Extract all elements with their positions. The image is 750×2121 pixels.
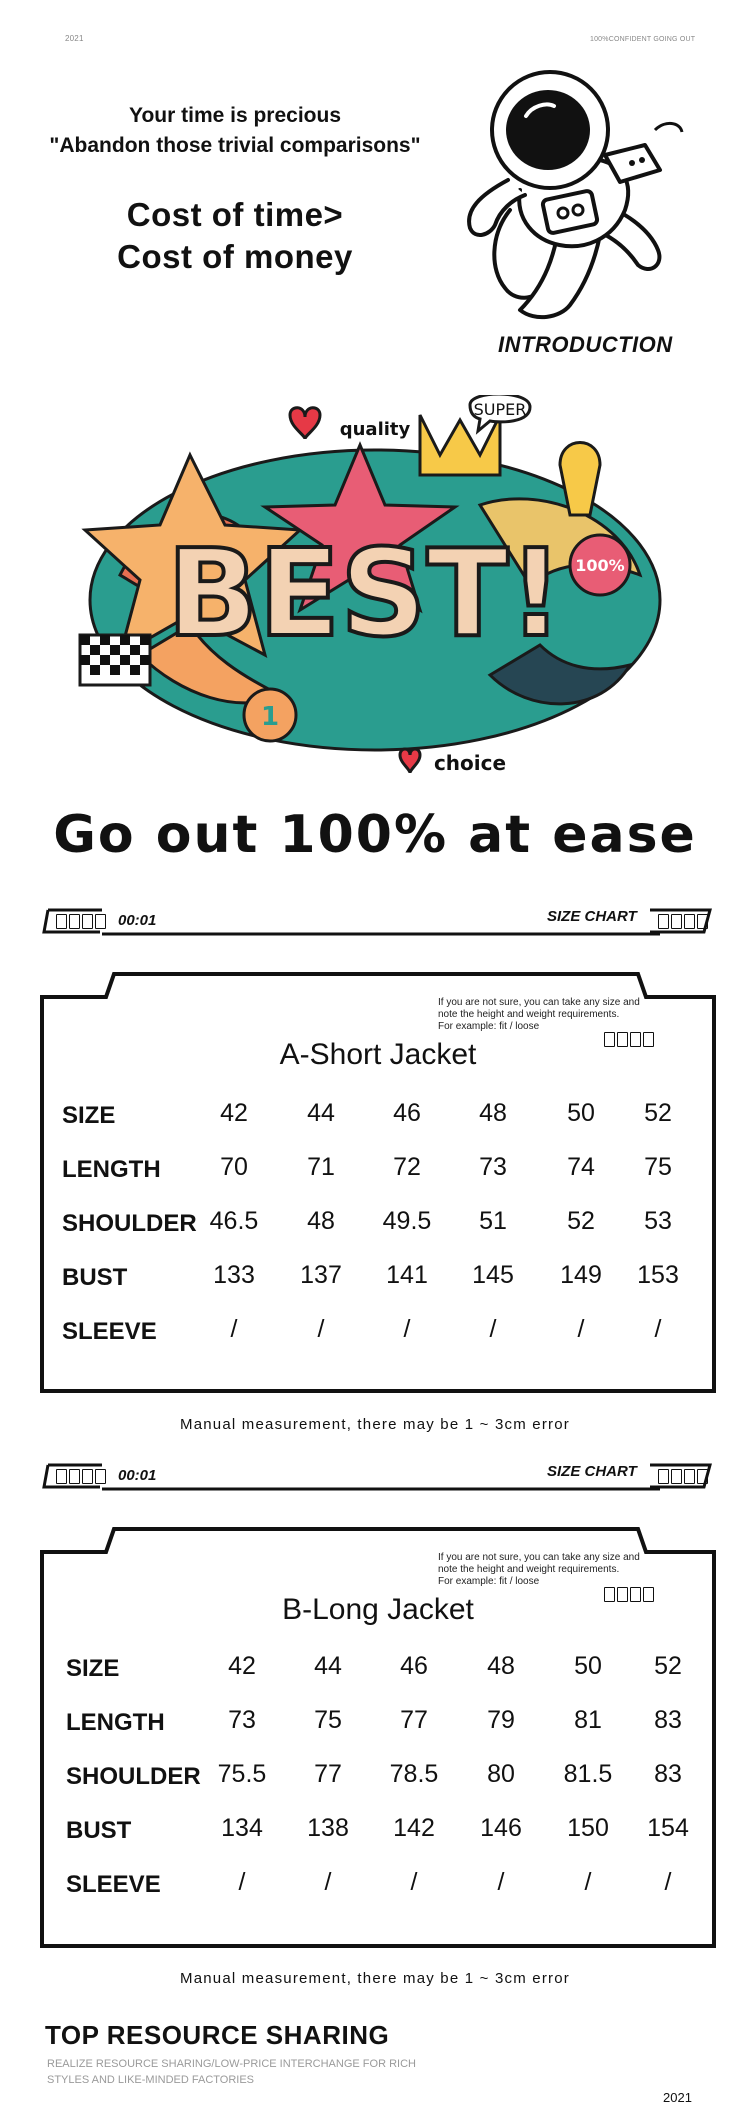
chart-b-cell: /: [238, 1868, 246, 1896]
chart-a-cell: 46: [393, 1099, 421, 1127]
bar-a-time: 00:01: [118, 912, 157, 929]
chart-b-cell: /: [324, 1868, 332, 1896]
chart-b-label-bust: BUST: [66, 1817, 132, 1844]
chart-b-cell: 83: [654, 1760, 682, 1788]
chart-a-cell: 50: [567, 1099, 595, 1127]
chart-b-cell: 150: [567, 1814, 609, 1842]
chart-b-cell: 81: [574, 1706, 602, 1734]
footer-sub: [47, 2056, 416, 2088]
chart-a-cell: 73: [479, 1153, 507, 1181]
chart-a-cell: 53: [644, 1207, 672, 1235]
bar-a-left-boxes-icon: [56, 914, 106, 929]
chart-b-title: B-Long Jacket: [282, 1593, 474, 1626]
chart-b-cell: 77: [400, 1706, 428, 1734]
chart-b-cell: 80: [487, 1760, 515, 1788]
bar-b-size-chart: SIZE CHART: [547, 1463, 637, 1480]
doodle-super-text: SUPER: [473, 400, 527, 419]
chart-b-cell: /: [410, 1868, 418, 1896]
chart-b-cell: 50: [574, 1652, 602, 1680]
chart-b-cell: /: [497, 1868, 505, 1896]
chart-b-note-line-3: For example: fit / loose: [438, 1576, 540, 1587]
intro-big-1: Cost of time>: [126, 196, 344, 233]
chart-a-cell: 52: [644, 1099, 672, 1127]
chart-a-cell: 133: [213, 1261, 255, 1289]
chart-b-cell: 138: [307, 1814, 349, 1842]
chart-b-cell: /: [664, 1868, 672, 1896]
chart-a-cell: 42: [220, 1099, 248, 1127]
chart-a-cell: 72: [393, 1153, 421, 1181]
chart-b-cell: 44: [314, 1652, 342, 1680]
chart-a-cell: 137: [300, 1261, 342, 1289]
chart-a-label-sleeve: SLEEVE: [62, 1318, 157, 1345]
chart-a-note-line-3: For example: fit / loose: [438, 1021, 540, 1032]
chart-a-cell: 75: [644, 1153, 672, 1181]
chart-b-note-line-1: If you are not sure, you can take any size and: [438, 1552, 640, 1563]
astronaut-illustration: [450, 60, 700, 330]
chart-b-cell: 83: [654, 1706, 682, 1734]
bar-a-size-chart: SIZE CHART: [547, 908, 637, 925]
chart-a-cell: 44: [307, 1099, 335, 1127]
chart-a-cell: 51: [479, 1207, 507, 1235]
doodle-choice-text: choice: [433, 751, 507, 775]
bar-b-time: 00:01: [118, 1467, 157, 1484]
bar-b-left-boxes-icon: [56, 1469, 106, 1484]
chart-b-cell: 75: [314, 1706, 342, 1734]
chart-a-cell: 49.5: [382, 1207, 432, 1235]
chart-b-cell: 154: [647, 1814, 689, 1842]
chart-b-cell: 46: [400, 1652, 428, 1680]
chart-a-cell: 145: [472, 1261, 514, 1289]
bar-a-right-boxes-icon: [658, 914, 708, 929]
chart-a-label-length: LENGTH: [62, 1156, 161, 1183]
chart-a-cell: /: [489, 1315, 497, 1343]
chart-b-label-size: SIZE: [66, 1655, 120, 1682]
doodle-percent-text: 100%: [575, 556, 625, 575]
chart-a-cell: 70: [220, 1153, 248, 1181]
chart-a-cell: 48: [479, 1099, 507, 1127]
chart-a-cell: 149: [560, 1261, 602, 1289]
chart-b-cell: 134: [221, 1814, 263, 1842]
chart-b-label-sleeve: SLEEVE: [66, 1871, 161, 1898]
chart-a-cell: /: [317, 1315, 325, 1343]
chart-b-cell: 146: [480, 1814, 522, 1842]
chart-a-panel: [38, 970, 718, 1395]
doodle-quality-text: quality: [339, 419, 411, 440]
chart-a-label-size: SIZE: [62, 1102, 116, 1129]
chart-b-cell: 48: [487, 1652, 515, 1680]
chart-b-cell: 78.5: [389, 1760, 439, 1788]
chart-b-cell: /: [584, 1868, 592, 1896]
best-doodle-illustration: [60, 395, 690, 795]
intro-big-2: Cost of money: [117, 238, 353, 275]
chart-a-cell: /: [230, 1315, 238, 1343]
chart-b-cell: 52: [654, 1652, 682, 1680]
chart-a-manual-note: Manual measurement, there may be 1 ~ 3cm error: [180, 1416, 570, 1433]
footer-sub-line-1: REALIZE RESOURCE SHARING/LOW-PRICE INTERCHANGE FOR RICH: [47, 2058, 416, 2070]
intro-line-1: Your time is precious: [129, 104, 341, 127]
chart-a-cell: 74: [567, 1153, 595, 1181]
chart-b-cell: 81.5: [563, 1760, 613, 1788]
chart-b-note-line-2: note the height and weight requirements.: [438, 1564, 620, 1575]
chart-a-cell: 46.5: [209, 1207, 259, 1235]
intro-line-2: "Abandon those trivial comparisons": [49, 134, 421, 157]
chart-b-note: [438, 1552, 640, 1588]
header-year: 2021: [65, 34, 84, 43]
chart-a-cell: 52: [567, 1207, 595, 1235]
chart-a-note-line-1: If you are not sure, you can take any size and: [438, 997, 640, 1008]
chart-b-cell: 142: [393, 1814, 435, 1842]
chart-a-cell: 71: [307, 1153, 335, 1181]
doodle-one-text: 1: [260, 702, 280, 732]
chart-a-cell: /: [654, 1315, 662, 1343]
chart-a-cell: 141: [386, 1261, 428, 1289]
chart-b-panel: [38, 1525, 718, 1950]
chart-b-cell: 42: [228, 1652, 256, 1680]
doodle-best-text: BEST!: [166, 525, 564, 664]
introduction-tag: INTRODUCTION: [498, 332, 673, 357]
chart-b-manual-note: Manual measurement, there may be 1 ~ 3cm error: [180, 1970, 570, 1987]
chart-b-cell: 73: [228, 1706, 256, 1734]
chart-a-note-line-2: note the height and weight requirements.: [438, 1009, 620, 1020]
chart-a-cell: 48: [307, 1207, 335, 1235]
chart-b-cell: 75.5: [217, 1760, 267, 1788]
slogan: Go out 100% at ease: [53, 805, 697, 865]
chart-b-label-shoulder: SHOULDER: [66, 1763, 201, 1790]
chart-a-cell: /: [403, 1315, 411, 1343]
footer-year: 2021: [663, 2090, 692, 2105]
chart-a-label-shoulder: SHOULDER: [62, 1210, 197, 1237]
bar-b-right-boxes-icon: [658, 1469, 708, 1484]
header-confident: 100%CONFIDENT GOING OUT: [590, 36, 696, 43]
chart-a-cell: 153: [637, 1261, 679, 1289]
footer-sub-line-2: STYLES AND LIKE-MINDED FACTORIES: [47, 2074, 255, 2086]
chart-a-label-bust: BUST: [62, 1264, 128, 1291]
chart-b-cell: 79: [487, 1706, 515, 1734]
footer-title: TOP RESOURCE SHARING: [45, 2020, 390, 2050]
chart-a-note: [438, 997, 640, 1033]
chart-a-title: A-Short Jacket: [279, 1038, 477, 1071]
chart-b-label-length: LENGTH: [66, 1709, 165, 1736]
chart-a-cell: /: [577, 1315, 585, 1343]
chart-b-cell: 77: [314, 1760, 342, 1788]
